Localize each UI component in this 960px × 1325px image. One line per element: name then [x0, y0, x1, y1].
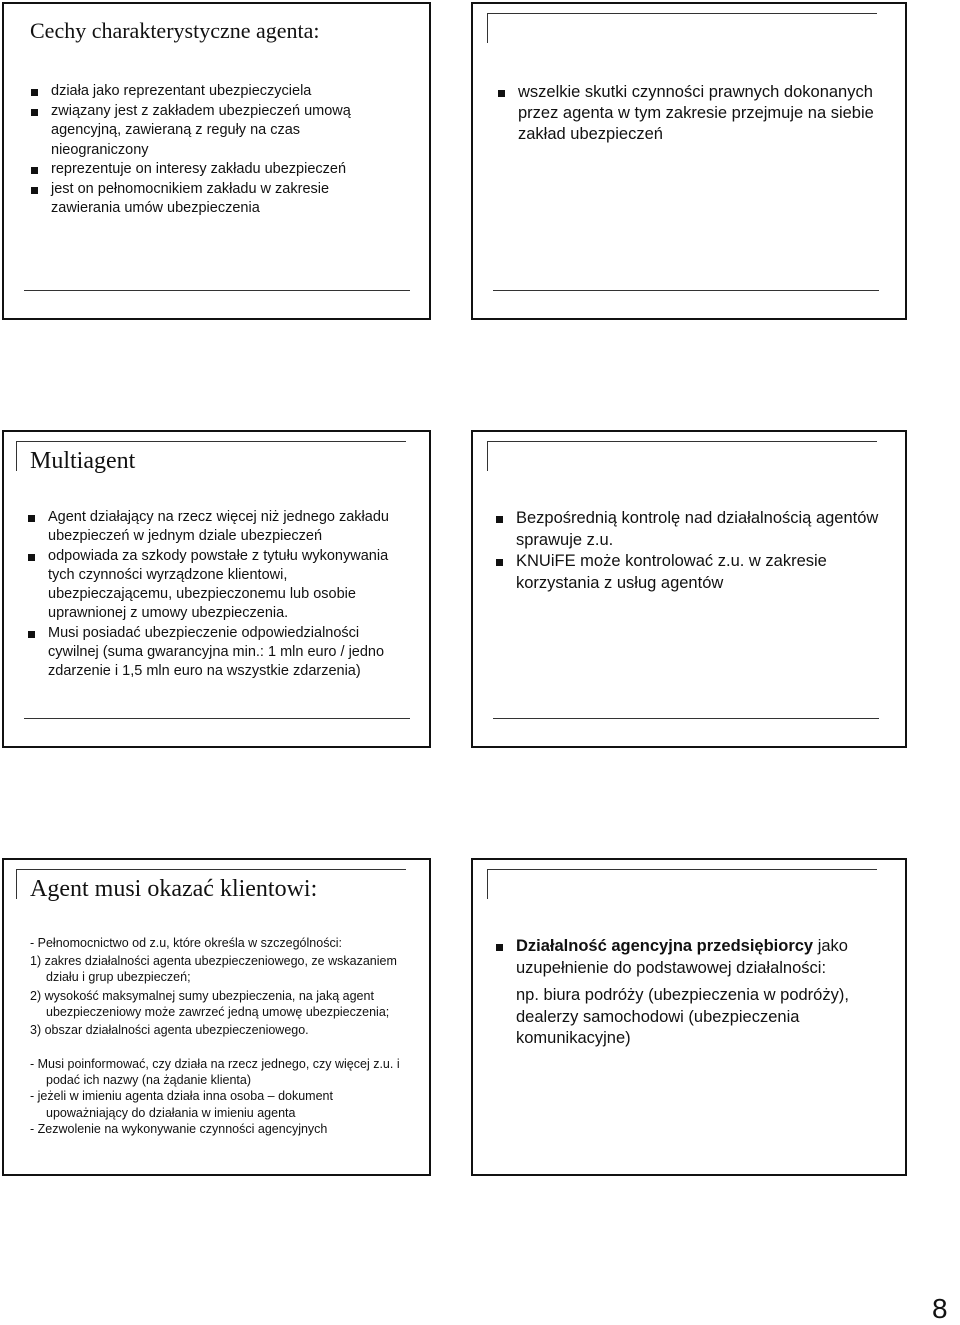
requirements-list [30, 1056, 415, 1137]
slide-1 [2, 2, 431, 320]
corner-line [487, 13, 488, 43]
bullet-list [496, 82, 876, 145]
list-item: Musi posiadać ubezpieczenie odpowiedzialności cywilnej (suma gwarancyjna min.: 1 mln euro / jedno zdarzenie i 1,5 mln euro na wszystkie zdarzenia) [26, 624, 406, 682]
credentials-list [30, 935, 415, 1038]
list-item: jest on pełnomocnikiem zakładu w zakresie zawierania umów ubezpieczenia [29, 180, 399, 219]
list-item: działa jako reprezentant ubezpieczyciela [29, 82, 399, 102]
list-item: 2) wysokość maksymalnej sumy ubezpieczenia, na jaką agent ubezpieczeniowy może zawrzeć jedną umowę ubezpieczenia; [30, 988, 390, 1019]
slide-title: Multiagent [30, 448, 136, 474]
slide-6 [471, 858, 907, 1176]
bullet-list [29, 82, 399, 219]
list-item: - Pełnomocnictwo od z.u, które określa w szczególności: [30, 936, 342, 950]
bullet-icon [31, 187, 38, 194]
bullet-icon [31, 167, 38, 174]
list-item: - Musi poinformować, czy działa na rzecz jednego, czy więcej z.u. i podać ich nazwy (na żądanie klienta) [30, 1057, 400, 1088]
bullet-icon [498, 90, 505, 97]
agency-activity-block [494, 936, 884, 1050]
corner-line [16, 869, 17, 899]
slide-4 [471, 430, 907, 748]
list-item: reprezentuje on interesy zakładu ubezpieczeń [29, 160, 399, 180]
bullet-icon [28, 631, 35, 638]
corner-line [487, 869, 877, 870]
bullet-icon [496, 944, 503, 951]
slide-2 [471, 2, 907, 320]
page-number: 8 [932, 1293, 948, 1324]
footer-line [24, 718, 410, 719]
list-item: 3) obszar działalności agenta ubezpieczeniowego. [30, 1023, 309, 1038]
list-item [494, 936, 884, 979]
list-item: KNUiFE może kontrolować z.u. w zakresie korzystania z usług agentów [494, 551, 879, 594]
list-item: Bezpośrednią kontrolę nad działalnością agentów sprawuje z.u. [494, 508, 879, 551]
bullet-icon [28, 515, 35, 522]
agency-activity-heading: Działalność agencyjna przedsiębiorcy [516, 937, 814, 955]
list-item: odpowiada za szkody powstałe z tytułu wykonywania tych czynności wyrządzone klientowi, ubezpieczającemu, ubezpieczonemu lub osobie uprawnionej z umowy ubezpieczenia. [26, 547, 406, 624]
list-item: wszelkie skutki czynności prawnych dokonanych przez agenta w tym zakresie przejmuje na siebie zakład ubezpieczeń [496, 82, 876, 145]
bullet-list [26, 508, 406, 682]
corner-line [16, 441, 17, 471]
corner-line [487, 869, 488, 899]
list-item: - Zezwolenie na wykonywanie czynności agencyjnych [30, 1121, 328, 1136]
corner-line [487, 441, 877, 442]
bullet-icon [31, 89, 38, 96]
slide-3 [2, 430, 431, 748]
corner-line [487, 441, 488, 471]
bullet-icon [28, 554, 35, 561]
agency-activity-text: jako uzupełnienie do podstawowej działalności: [516, 937, 848, 977]
bullet-icon [31, 109, 38, 116]
list-item: - jeżeli w imieniu agenta działa inna osoba – dokument upoważniający do działania w imieniu agenta [30, 1089, 333, 1120]
corner-line [16, 869, 406, 870]
slide-5 [2, 858, 431, 1176]
slide-title: Agent musi okazać klientowi: [30, 876, 318, 902]
corner-line [487, 13, 877, 14]
corner-line [16, 441, 406, 442]
list-item: Agent działający na rzecz więcej niż jednego zakładu ubezpieczeń w jednym dziale ubezpieczeń [26, 508, 406, 547]
list-item: 1) zakres działalności agenta ubezpieczeniowego, ze wskazaniem działu i grup ubezpieczeń; [30, 954, 397, 985]
examples-paragraph: np. biura podróży (ubezpieczenia w podróży), dealerzy samochodowi (ubezpieczenia komunikacyjne) [516, 986, 849, 1047]
footer-line [493, 290, 879, 291]
bullet-icon [496, 516, 503, 523]
footer-line [493, 718, 879, 719]
bullet-icon [496, 559, 503, 566]
list-item: związany jest z zakładem ubezpieczeń umową agencyjną, zawieraną z reguły na czas nieograniczony [29, 102, 399, 161]
bullet-list [494, 508, 879, 594]
footer-line [24, 290, 410, 291]
slide-title: Cechy charakterystyczne agenta: [30, 18, 320, 43]
